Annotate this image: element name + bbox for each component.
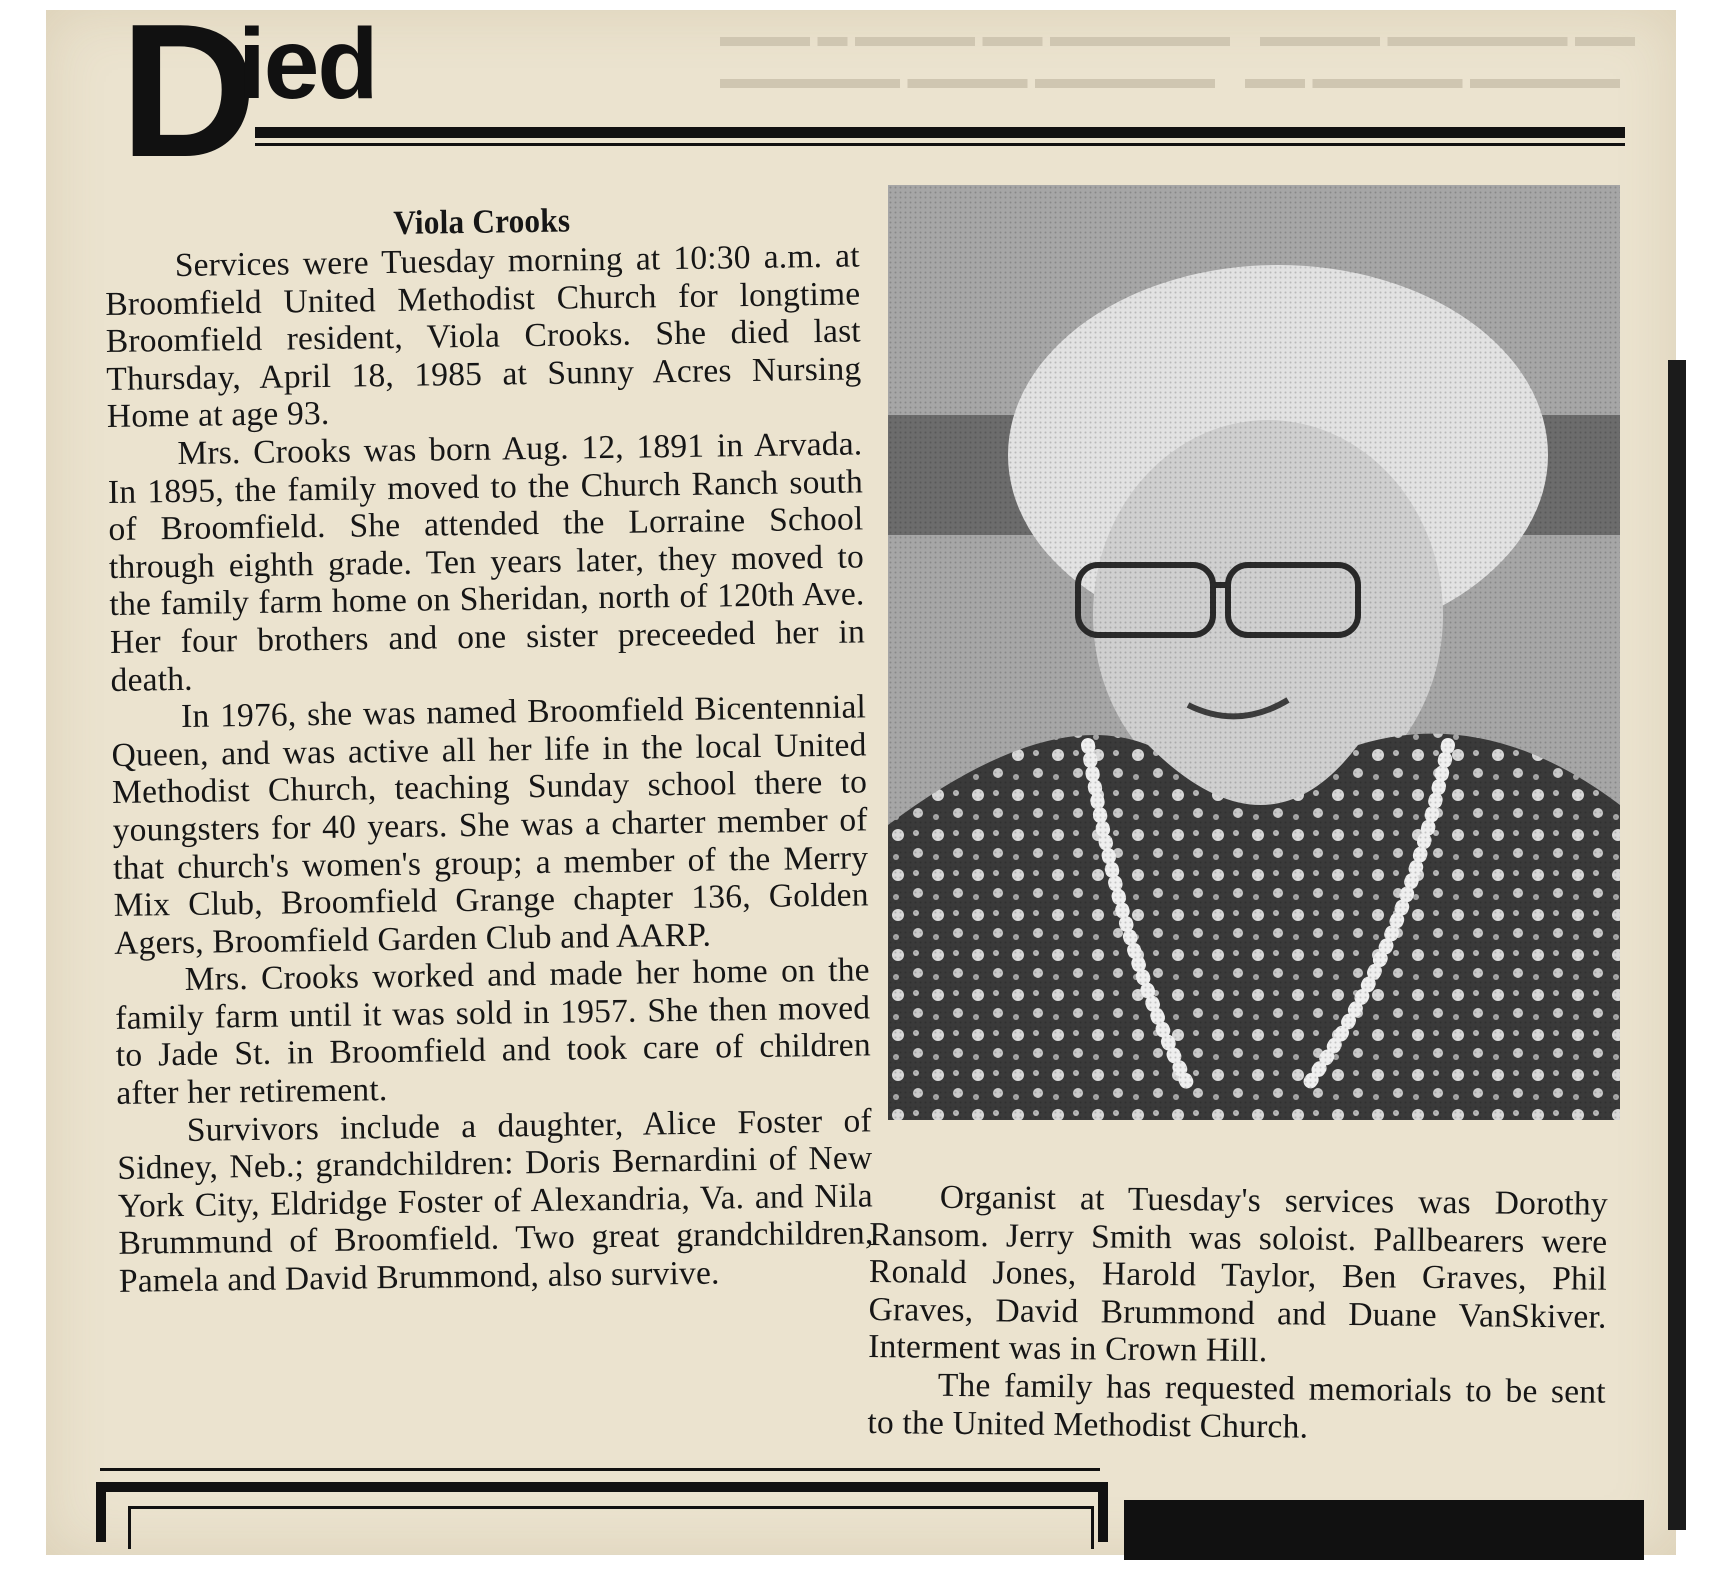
paragraph: Services were Tuesday morning at 10:30 a.m. at Broomfield United Methodist Church for longtime Broomfield resident, Viola Crooks. She died last Thursday, April 18, 1985 at Sunny Acres Nursing Home at age 93. [105,237,862,436]
paragraph: Mrs. Crooks worked and made her home on the family farm until it was sold in 1957. She then moved to Jade St. in Broomfield and took care of children after her retirement. [115,951,872,1112]
bleed-through-text: ▬▬▬ ▬ ▬▬▬▬ ▬▬ ▬▬▬▬▬▬ ▬▬▬▬ ▬▬▬▬▬▬ ▬▬ [720,20,1635,53]
portrait-photo [888,185,1620,1120]
obituary-left-column [104,197,874,1300]
bottom-rule [100,1468,1100,1471]
masthead-rest: ied [238,8,377,120]
paragraph: Survivors include a daughter, Alice Foster of Sidney, Neb.; grandchildren: Doris Bernardini of New York City, Eldridge Foster of Alexandria, Va. and Nila Brummund of Broomfield. Two great grandchildren, Pamela and David Brummond, also survive. [117,1102,874,1300]
paragraph: Mrs. Crooks was born Aug. 12, 1891 in Arvada. In 1895, the family moved to the Church Ranch south of Broomfield. She attended the Lorraine School through eighth grade. Ten years later, they moved to the family farm home on Sheridan, north of 120th Ave. Her four brothers and one sister preceeded her in death. [107,425,866,699]
bleed-through-text: ▬▬▬▬▬▬ ▬▬▬▬ ▬▬▬▬▬▬ ▬▬ ▬▬▬▬▬ ▬▬▬▬▬ [720,62,1620,95]
right-border-rule [1668,360,1686,1530]
obituary-name: Viola Crooks [393,202,571,242]
portrait-illustration [888,185,1620,1120]
paragraph: Organist at Tuesday's services was Dorothy Ransom. Jerry Smith was soloist. Pallbearers were Ronald Jones, Harold Taylor, Ben Graves, Phil Graves, David Brummond and Duane VanSkiver. Interment was in Crown Hill. [868,1178,1608,1370]
next-item-border [96,1482,1108,1542]
masthead-big-letter: D [120,0,252,197]
header-rule [255,127,1625,138]
obituary-right-column [867,1178,1608,1449]
next-item-inner-border [128,1506,1094,1549]
paragraph: The family has requested memorials to be sent to the United Methodist Church. [867,1366,1606,1446]
bottom-black-bar [1124,1500,1644,1560]
header-rule-thin [255,143,1625,146]
paragraph: In 1976, she was named Broomfield Bicentennial Queen, and was active all her life in the local United Methodist Church, teaching Sunday school there to youngsters for 40 years. She was a charter member of that church's women's group; a member of the Merry Mix Club, Broomfield Grange chapter 136, Golden Agers, Broomfield Garden Club and AARP. [111,688,869,962]
